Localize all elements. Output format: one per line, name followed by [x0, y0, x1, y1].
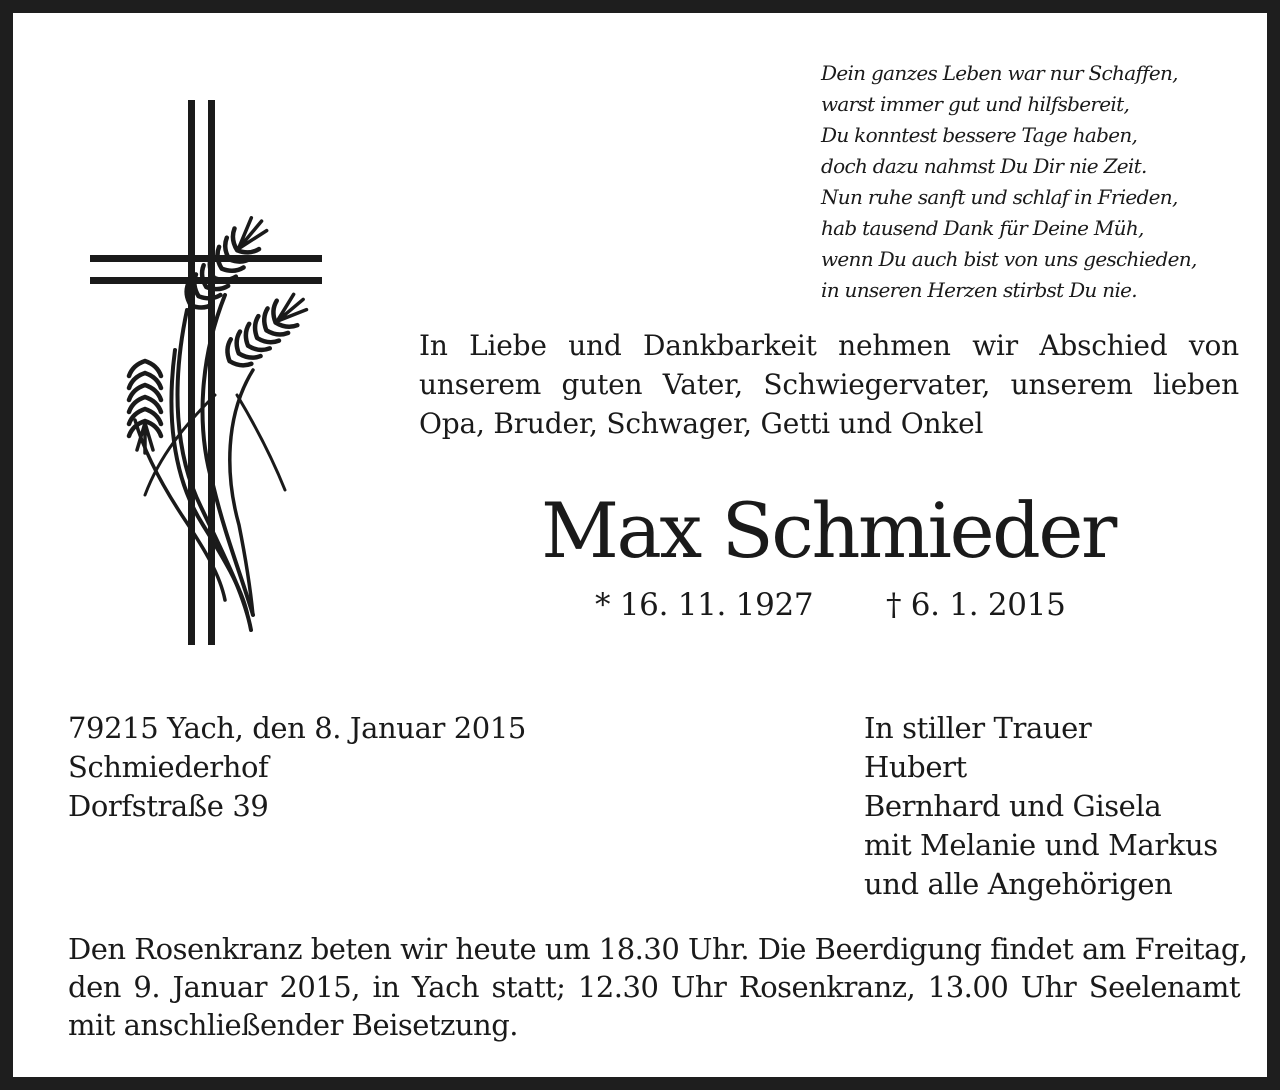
poem-line: doch dazu nahmst Du Dir nie Zeit. — [821, 154, 1147, 178]
funeral-service-info — [68, 930, 1248, 1044]
memorial-poem — [821, 58, 1261, 306]
poem-line: Du konntest bessere Tage haben, — [821, 123, 1138, 147]
poem-line: Dein ganzes Leben war nur Schaffen, — [821, 61, 1178, 85]
intro-line: In Liebe und Dankbarkeit nehmen wir Abschied von — [419, 329, 1239, 362]
service-line: Den Rosenkranz beten wir heute um 18.30 Uhr. Die Beerdigung findet am Freitag, — [68, 932, 1248, 966]
service-line: mit anschließender Beisetzung. — [68, 1008, 519, 1042]
intro-line: unserem guten Vater, Schwiegervater, unserem lieben — [419, 368, 1239, 401]
poem-line: in unseren Herzen stirbst Du nie. — [821, 278, 1137, 302]
poem-line: hab tausend Dank für Deine Müh, — [821, 216, 1144, 240]
intro-line: Opa, Bruder, Schwager, Getti und Onkel — [419, 407, 984, 440]
mourners-list — [864, 709, 1218, 904]
mourners-line: In stiller Trauer — [864, 711, 1092, 745]
deceased-name: Max Schmieder — [541, 486, 1115, 575]
mourners-line: mit Melanie und Markus — [864, 828, 1218, 862]
poem-line: Nun ruhe sanft und schlaf in Frieden, — [821, 185, 1178, 209]
poem-line: warst immer gut und hilfsbereit, — [821, 92, 1130, 116]
address-line: 79215 Yach, den 8. Januar 2015 — [68, 711, 526, 745]
service-line: den 9. Januar 2015, in Yach statt; 12.30 Uhr Rosenkranz, 13.00 Uhr Seelenamt — [68, 970, 1240, 1004]
mourners-line: Hubert — [864, 750, 967, 784]
cross-wheat-icon — [75, 95, 337, 651]
address-line: Schmiederhof — [68, 750, 269, 784]
death-date: † 6. 1. 2015 — [886, 587, 1066, 623]
farewell-intro — [419, 326, 1239, 443]
address-line: Dorfstraße 39 — [68, 789, 269, 823]
mourners-line: Bernhard und Gisela — [864, 789, 1162, 823]
mourners-line: und alle Angehörigen — [864, 867, 1173, 901]
family-address — [68, 709, 526, 826]
poem-line: wenn Du auch bist von uns geschieden, — [821, 247, 1197, 271]
birth-date: * 16. 11. 1927 — [595, 587, 814, 623]
